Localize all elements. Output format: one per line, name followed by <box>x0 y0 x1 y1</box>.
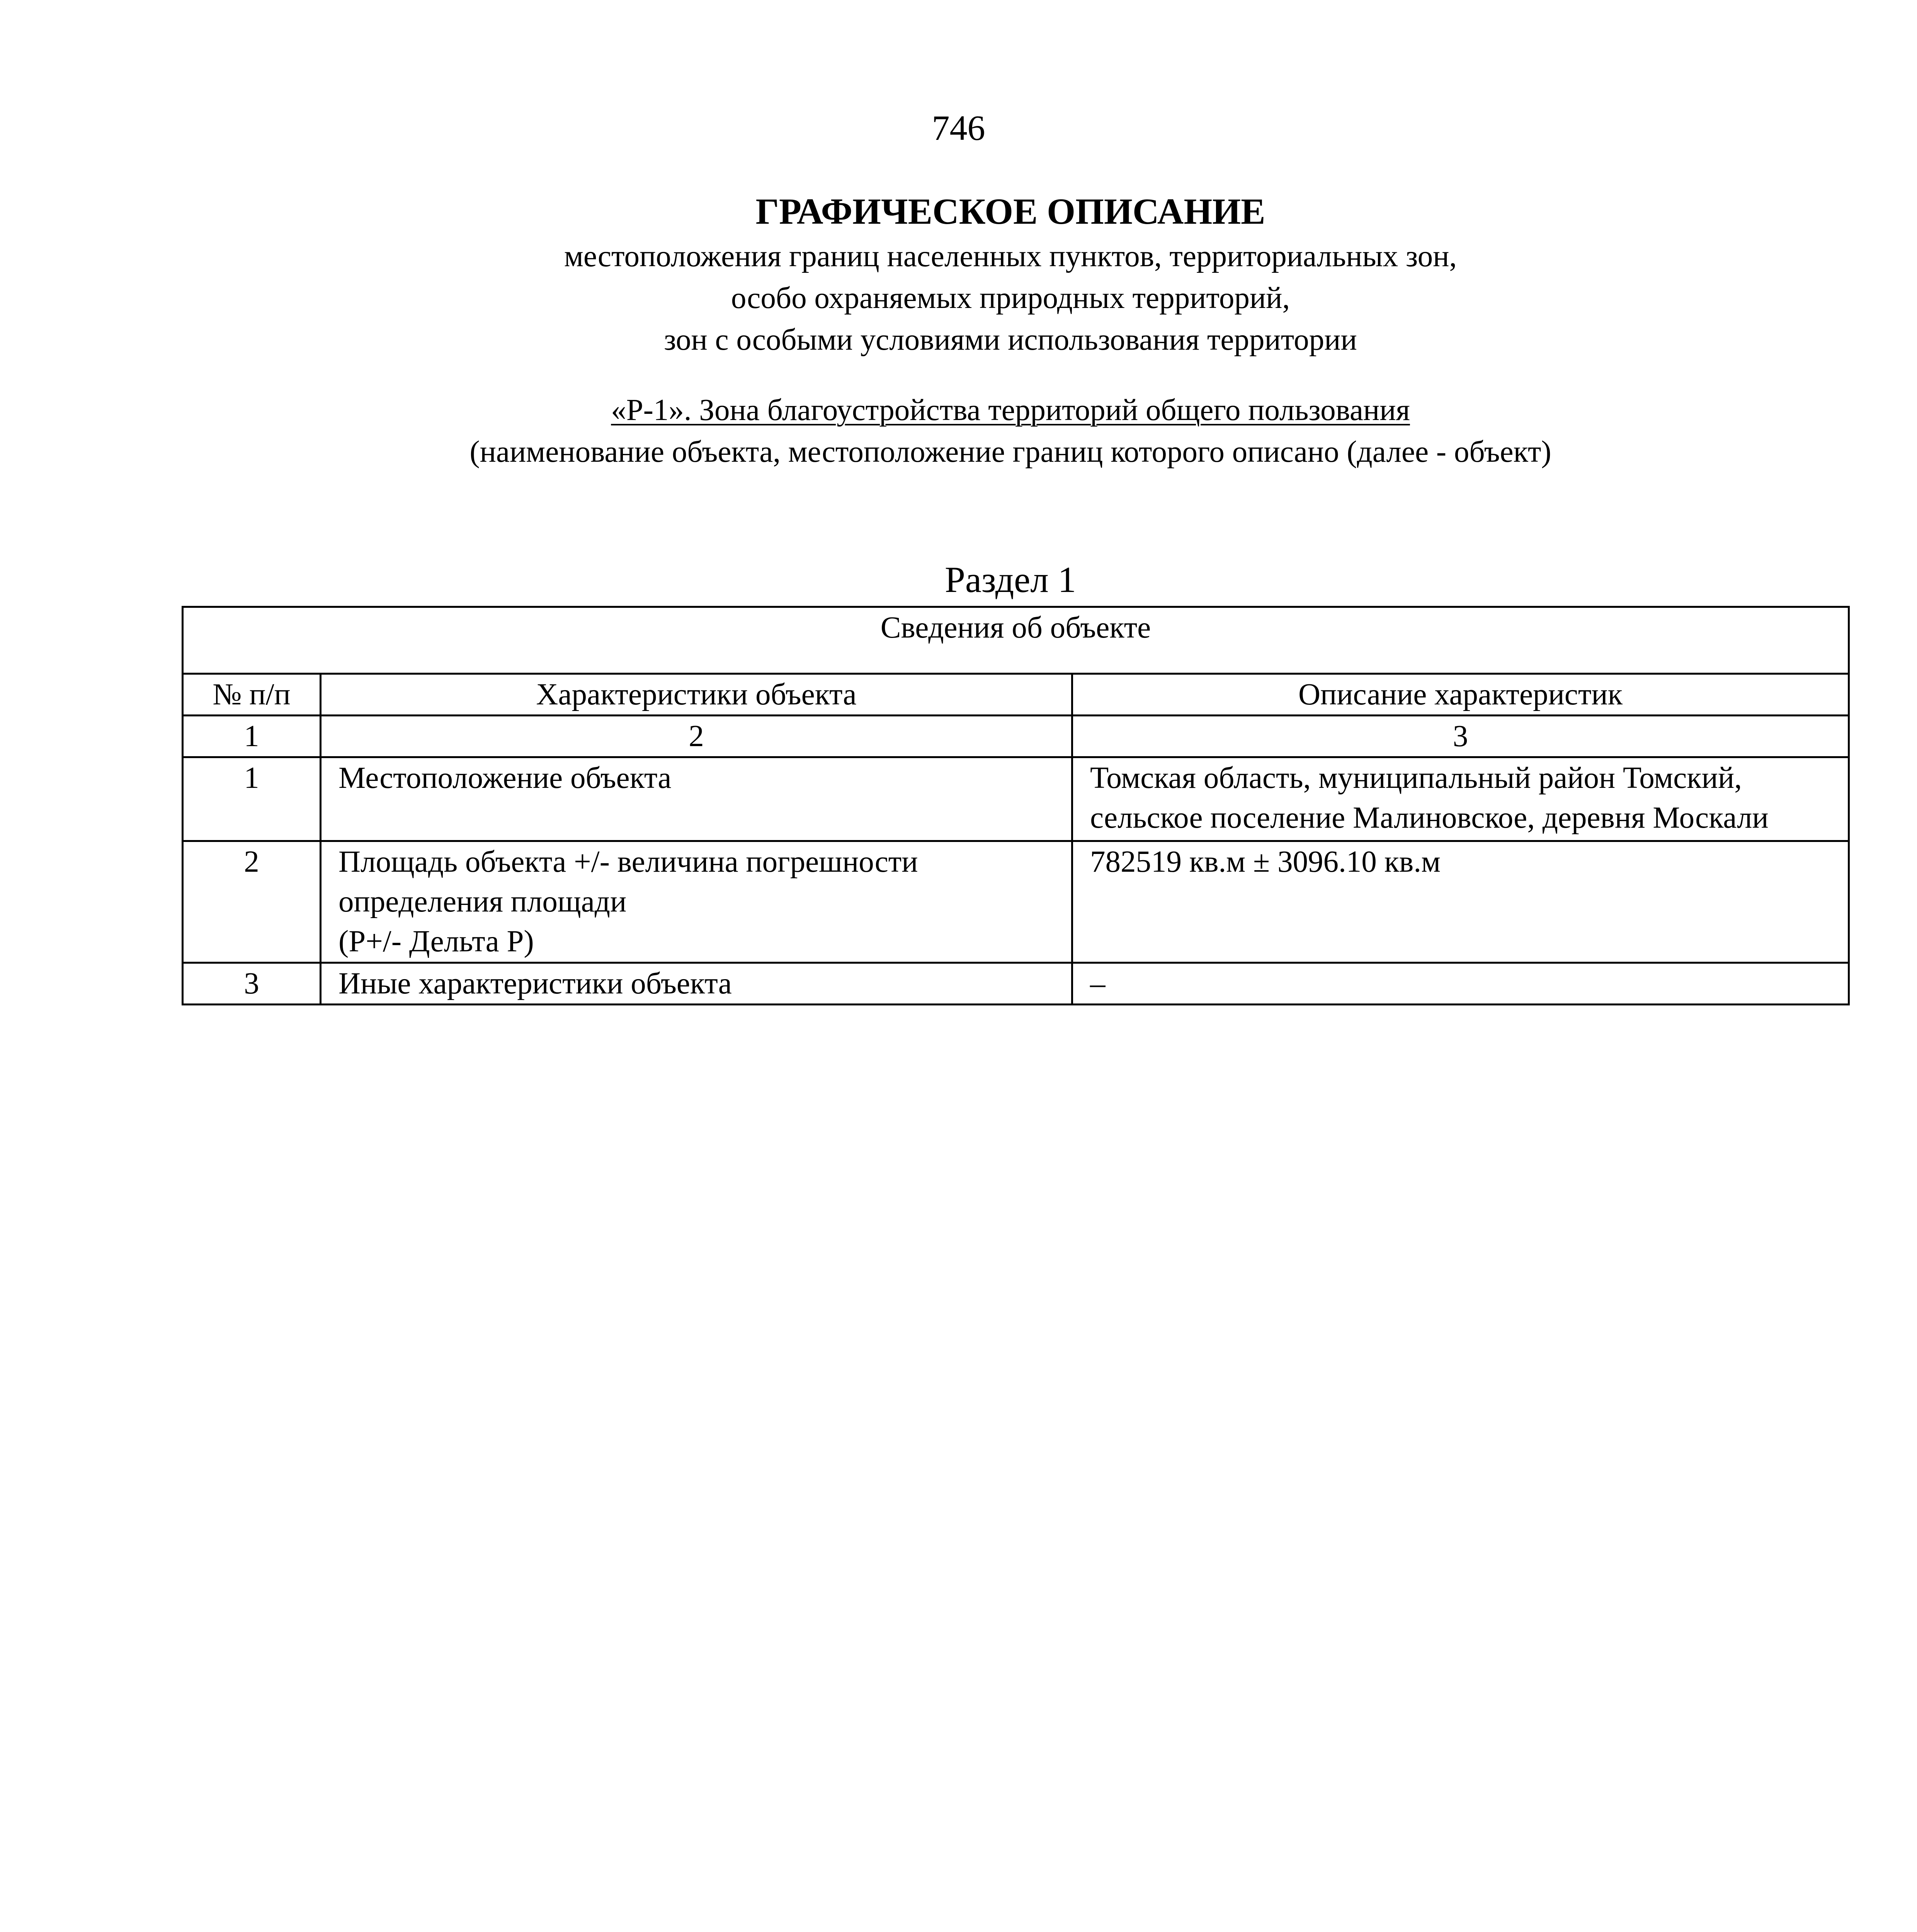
subtitle-line: местоположения границ населенных пунктов, территориальных зон, <box>564 240 1457 273</box>
row-number: 2 <box>183 841 321 963</box>
subtitle-line: особо охраняемых природных территорий, <box>731 281 1290 315</box>
table-header-row <box>183 607 1849 674</box>
page-number: 746 <box>932 108 985 148</box>
column-number: 1 <box>183 716 321 757</box>
table-row <box>183 841 1849 963</box>
section-title: Раздел 1 <box>945 559 1076 600</box>
cell-line: Томская область, муниципальный район Томский, <box>1090 761 1742 795</box>
object-caption: (наименование объекта, местоположение границ которого описано (далее - объект) <box>469 435 1551 469</box>
cell-line: (Р+/- Дельта Р) <box>338 925 534 958</box>
column-number: 3 <box>1072 716 1849 757</box>
cell-line: сельское поселение Малиновское, деревня Москали <box>1090 801 1769 835</box>
row-characteristic <box>321 841 1072 963</box>
cell-line: Площадь объекта +/- величина погрешности <box>338 845 918 879</box>
cell-line: определения площади <box>338 885 627 918</box>
document-subtitle <box>0 236 1917 361</box>
column-header-description: Описание характеристик <box>1072 674 1849 716</box>
column-header-number: № п/п <box>183 674 321 716</box>
row-number: 1 <box>183 757 321 841</box>
object-info-table <box>182 606 1850 1005</box>
row-description <box>1072 757 1849 841</box>
column-header-characteristics: Характеристики объекта <box>321 674 1072 716</box>
row-characteristic <box>321 757 1072 841</box>
table-row <box>183 963 1849 1005</box>
row-description <box>1072 841 1849 963</box>
column-number: 2 <box>321 716 1072 757</box>
cell-line: Местоположение объекта <box>338 761 672 795</box>
row-description <box>1072 963 1849 1005</box>
table-column-headers-row <box>183 674 1849 716</box>
table-column-numbers-row <box>183 716 1849 757</box>
object-name-text: «Р-1». Зона благоустройства территорий общего пользования <box>611 393 1410 427</box>
subtitle-line: зон с особыми условиями использования территории <box>664 323 1357 357</box>
table-row <box>183 757 1849 841</box>
table-header: Сведения об объекте <box>183 607 1849 674</box>
row-number: 3 <box>183 963 321 1005</box>
cell-line: Иные характеристики объекта <box>338 967 732 1000</box>
row-characteristic <box>321 963 1072 1005</box>
document-title: ГРАФИЧЕСКОЕ ОПИСАНИЕ <box>755 191 1266 232</box>
object-name <box>0 395 1917 425</box>
cell-line: – <box>1090 967 1106 1000</box>
cell-line: 782519 кв.м ± 3096.10 кв.м <box>1090 845 1441 879</box>
